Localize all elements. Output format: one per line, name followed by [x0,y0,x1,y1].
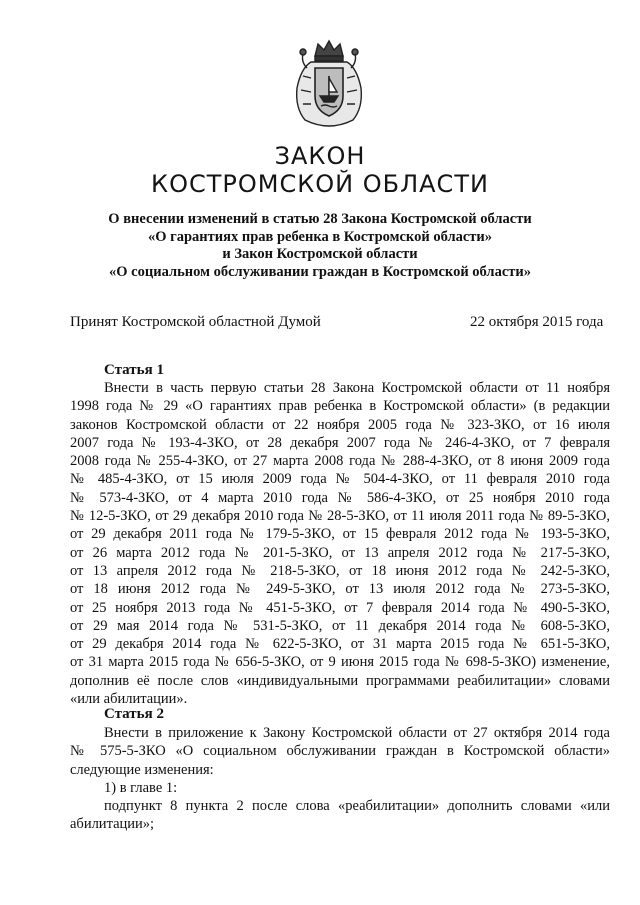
text-line: № 573-4-ЗКО, от 4 марта 2010 года № 586-4-ЗКО, от 25 ноября 2010 года [70,489,610,506]
text-line: от 25 ноября 2013 года № 451-5-ЗКО, от 7 февраля 2014 года № 490-5-ЗКО, [70,599,610,616]
text-line: от 29 декабря 2011 года № 179-5-ЗКО, от 15 февраля 2012 года № 193-5-ЗКО, [70,526,610,543]
region-title: КОСТРОМСКОЙ ОБЛАСТИ [151,170,489,198]
text-line: подпункт 8 пункта 2 после слова «реабилитации» дополнить словами «или [104,798,610,815]
subtitle-line: и Закон Костромской области [222,246,418,262]
text-line: № 12-5-ЗКО, от 29 декабря 2010 года № 28-5-ЗКО, от 11 июля 2011 года № 89-5-ЗКО, [70,508,610,525]
adopted-by: Принят Костромской областной Думой [70,314,321,330]
text-line: 2008 года № 255-4-ЗКО, от 27 марта 2008 года № 288-4-ЗКО, от 8 июня 2009 года [70,453,610,470]
text-line: от 13 апреля 2012 года № 218-5-ЗКО, от 18 июня 2012 года № 242-5-ЗКО, [70,562,610,579]
text-line: от 29 декабря 2014 года № 622-5-ЗКО, от 31 марта 2015 года № 651-5-ЗКО, [70,636,610,653]
article-2-body [70,724,610,834]
article-1-heading: Статья 1 [104,362,164,378]
text-line: следующие изменения: [70,761,214,778]
adoption-date: 22 октября 2015 года [470,314,604,330]
text-line: от 18 июня 2012 года № 249-5-ЗКО, от 13 июля 2012 года № 273-5-ЗКО, [70,581,610,598]
text-line: законов Костромской области от 22 ноября 2005 года № 323-ЗКО, от 16 июля [70,416,610,433]
text-line: дополнив её после слов «индивидуальными программами реабилитации» словами [70,672,610,689]
article-1-body [70,379,610,708]
law-subtitle [90,211,550,281]
text-line: «или абилитации». [70,691,188,708]
text-line: от 31 марта 2015 года № 656-5-ЗКО, от 9 июня 2015 года № 698-5-ЗКО) изменение, [70,654,610,671]
text-line: 1998 года № 29 «О гарантиях прав ребенка в Костромской области» (в редакции [70,398,610,415]
subtitle-line: О внесении изменений в статью 28 Закона Костромской области [108,211,532,227]
article-2-heading: Статья 2 [104,706,164,722]
text-line: от 26 марта 2012 года № 201-5-ЗКО, от 13 апреля 2012 года № 217-5-ЗКО, [70,544,610,561]
text-line: от 29 мая 2014 года № 531-5-ЗКО, от 11 декабря 2014 года № 608-5-ЗКО, [70,617,610,634]
subtitle-line: «О социальном обслуживании граждан в Костромской области» [109,263,531,280]
text-line: 2007 года № 193-4-ЗКО, от 28 декабря 2007 года № 246-4-ЗКО, от 7 февраля [70,434,610,451]
law-title: ЗАКОН [274,142,366,170]
text-line: Внести в приложение к Закону Костромской области от 27 октября 2014 года [104,725,610,741]
coat-of-arms-icon [291,38,367,130]
text-line: № 575-5-ЗКО «О социальном обслуживании граждан в Костромской области» [70,743,610,760]
subtitle-line: «О гарантиях прав ребенка в Костромской области» [148,228,492,245]
text-line: № 485-4-ЗКО, от 15 июля 2009 года № 504-4-ЗКО, от 11 февраля 2010 года [70,471,610,488]
text-line: Внести в часть первую статьи 28 Закона Костромской области от 11 ноября [104,380,610,396]
list-item: 1) в главе 1: [104,779,178,796]
text-line: абилитации»; [70,816,155,833]
